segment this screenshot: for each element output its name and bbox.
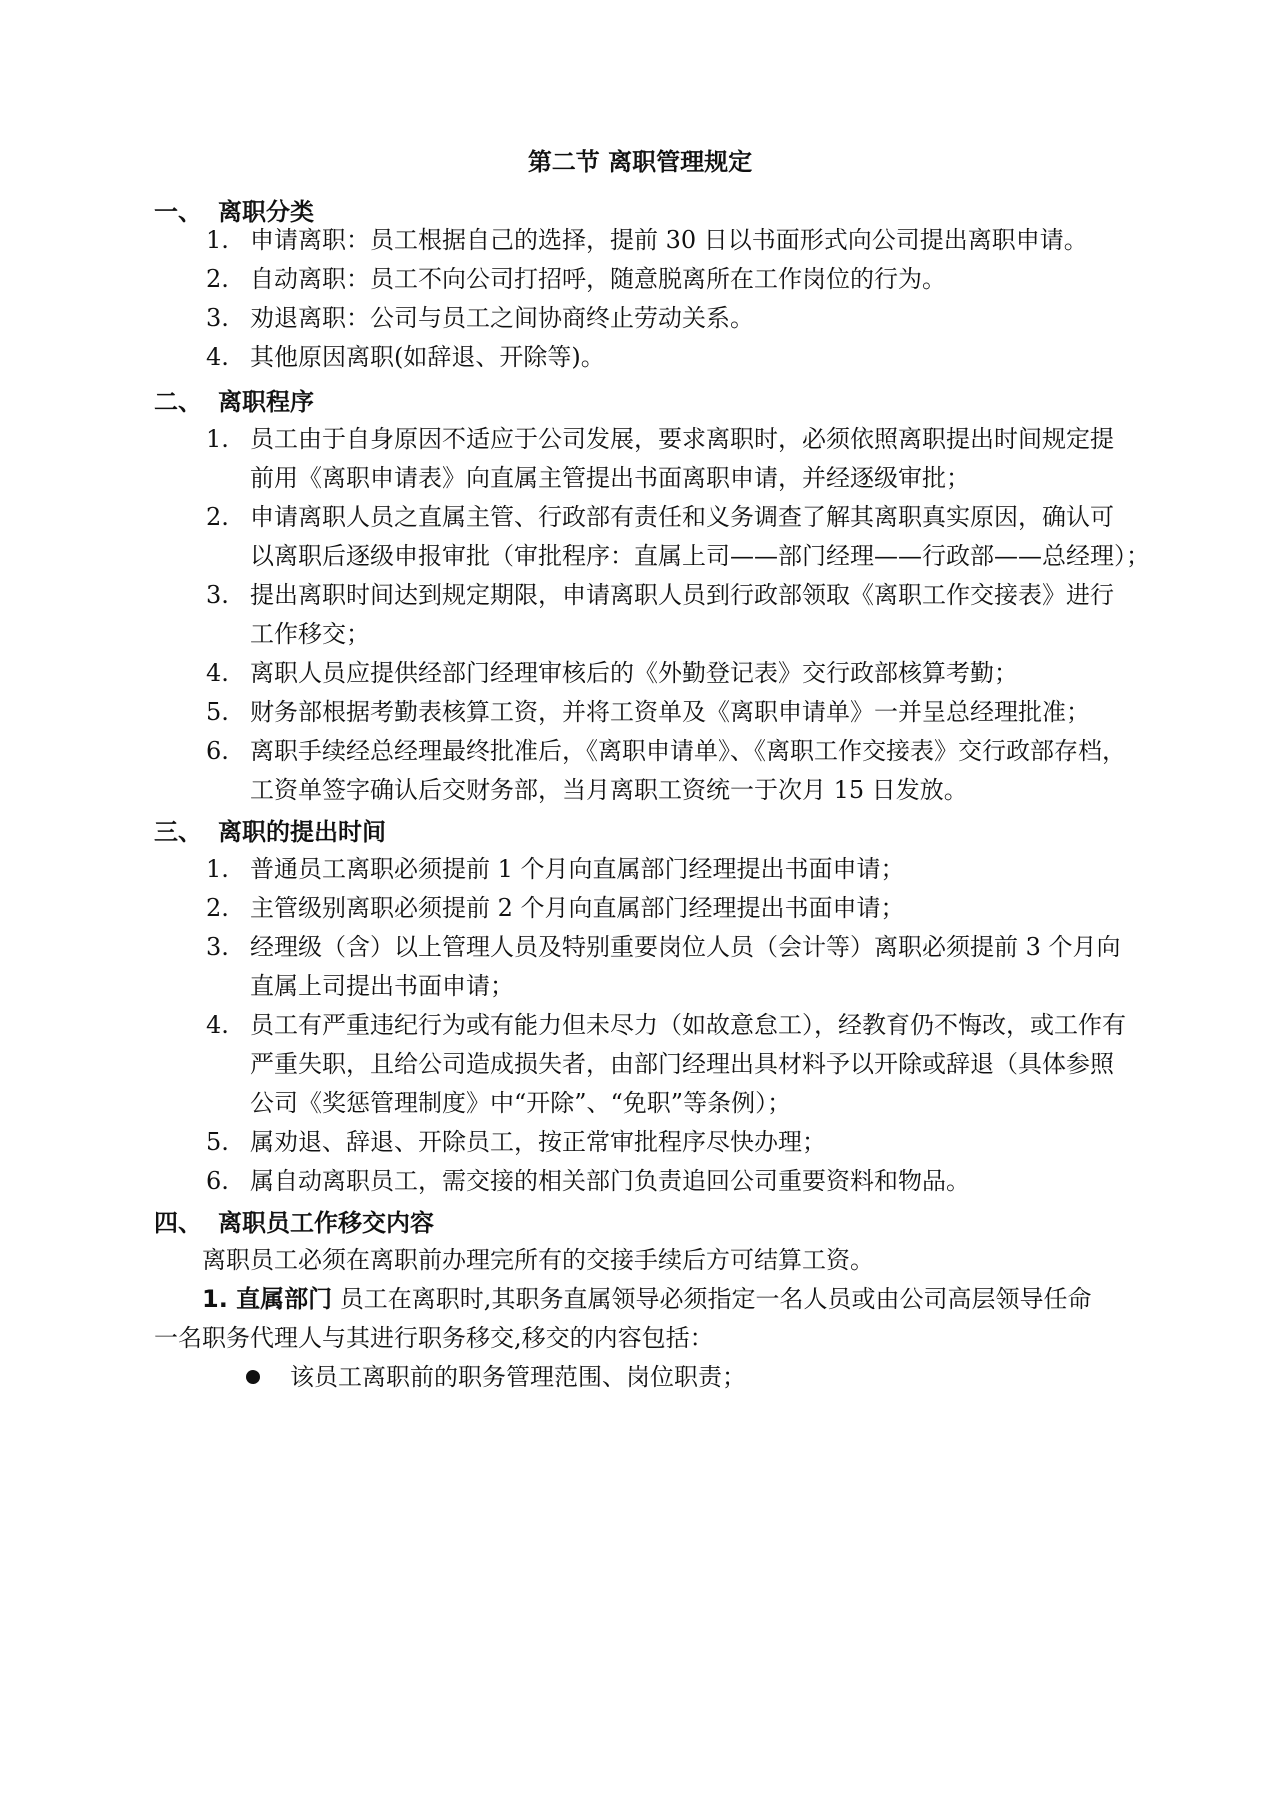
list-item xyxy=(0,927,1280,967)
item-text: 工资单签字确认后交财务部，当月离职工资统一于次月 15 日发放。 xyxy=(250,776,968,804)
item-text: 申请离职人员之直属主管、行政部有责任和义务调查了解其离职真实原因，确认可 xyxy=(250,503,1114,531)
list-item xyxy=(0,575,1280,615)
item-number: 4. xyxy=(206,659,229,687)
paragraph xyxy=(0,1279,1280,1319)
list-item xyxy=(0,692,1280,732)
item-text: 以离职后逐级申报审批（审批程序：直属上司——部门经理——行政部——总经理）； xyxy=(250,542,1150,570)
item-number: 3. xyxy=(206,304,229,332)
list-item xyxy=(0,337,1280,377)
item-text: 提出离职时间达到规定期限，申请离职人员到行政部领取《离职工作交接表》进行 xyxy=(250,581,1114,609)
item-text: 严重失职，且给公司造成损失者，由部门经理出具材料予以开除或辞退（具体参照 xyxy=(250,1050,1114,1078)
subsection-label: 1. 直属部门 xyxy=(202,1285,333,1313)
list-item-continuation xyxy=(0,966,1280,1006)
section-title: 离职的提出时间 xyxy=(218,818,386,846)
paragraph-text xyxy=(202,1279,1091,1319)
item-text: 员工有严重违纪行为或有能力但未尽力（如故意怠工），经教育仍不悔改，或工作有 xyxy=(250,1011,1126,1039)
item-text: 申请离职：员工根据自己的选择，提前 30 日以书面形式向公司提出离职申请。 xyxy=(250,226,1088,254)
item-number: 4. xyxy=(206,1011,229,1039)
section-heading xyxy=(154,1203,434,1243)
list-item xyxy=(0,1005,1280,1045)
list-item-continuation xyxy=(0,536,1280,576)
list-item-continuation xyxy=(0,1083,1280,1123)
list-item xyxy=(0,220,1280,260)
item-text: 财务部根据考勤表核算工资，并将工资单及《离职申请单》一并呈总经理批准； xyxy=(250,698,1090,726)
list-item xyxy=(0,1161,1280,1201)
item-text: 前用《离职申请表》向直属主管提出书面离职申请，并经逐级审批； xyxy=(250,464,970,492)
item-number: 3. xyxy=(206,933,229,961)
list-item xyxy=(0,849,1280,889)
item-text: 属自动离职员工，需交接的相关部门负责追回公司重要资料和物品。 xyxy=(250,1167,970,1195)
item-text: 公司《奖惩管理制度》中“开除”、“免职”等条例）； xyxy=(250,1089,792,1117)
bullet-icon xyxy=(246,1370,260,1384)
item-number: 2. xyxy=(206,503,229,531)
item-number: 4. xyxy=(206,343,229,371)
list-item xyxy=(0,731,1280,771)
section-number: 四、 xyxy=(154,1209,202,1237)
section-heading xyxy=(154,812,386,852)
bullet-text: 该员工离职前的职务管理范围、岗位职责； xyxy=(290,1363,746,1391)
item-number: 5. xyxy=(206,1128,229,1156)
section-number: 二、 xyxy=(154,388,202,416)
section-number: 一、 xyxy=(154,198,202,226)
item-text: 离职手续经总经理最终批准后，《离职申请单》、《离职工作交接表》交行政部存档， xyxy=(250,737,1126,765)
item-number: 1. xyxy=(206,226,229,254)
list-item xyxy=(0,259,1280,299)
list-item-continuation xyxy=(0,770,1280,810)
list-item xyxy=(0,298,1280,338)
item-number: 1. xyxy=(206,425,229,453)
item-number: 5. xyxy=(206,698,229,726)
item-number: 6. xyxy=(206,1167,229,1195)
item-text: 属劝退、辞退、开除员工，按正常审批程序尽快办理； xyxy=(250,1128,826,1156)
item-text: 普通员工离职必须提前 1 个月向直属部门经理提出书面申请； xyxy=(250,855,905,883)
item-text: 主管级别离职必须提前 2 个月向直属部门经理提出书面申请； xyxy=(250,894,905,922)
section-number: 三、 xyxy=(154,818,202,846)
section-heading xyxy=(154,382,314,422)
list-item xyxy=(0,497,1280,537)
item-number: 2. xyxy=(206,265,229,293)
item-number: 1. xyxy=(206,855,229,883)
item-text: 工作移交； xyxy=(250,620,370,648)
list-item-continuation xyxy=(0,1044,1280,1084)
list-item-continuation xyxy=(0,614,1280,654)
item-text: 经理级（含）以上管理人员及特别重要岗位人员（会计等）离职必须提前 3 个月向 xyxy=(250,933,1121,961)
item-text: 劝退离职：公司与员工之间协商终止劳动关系。 xyxy=(250,304,754,332)
subsection-text: 员工在离职时,其职务直属领导必须指定一名人员或由公司高层领导任命 xyxy=(339,1285,1092,1313)
paragraph xyxy=(0,1318,1280,1358)
item-number: 6. xyxy=(206,737,229,765)
paragraph-text: 离职员工必须在离职前办理完所有的交接手续后方可结算工资。 xyxy=(202,1246,874,1274)
item-text: 直属上司提出书面申请； xyxy=(250,972,514,1000)
list-item xyxy=(0,419,1280,459)
paragraph-text: 一名职务代理人与其进行职务移交,移交的内容包括： xyxy=(154,1324,714,1352)
section-title: 离职员工作移交内容 xyxy=(218,1209,434,1237)
paragraph xyxy=(0,1240,1280,1280)
section-title: 离职程序 xyxy=(218,388,314,416)
section-title: 离职分类 xyxy=(218,198,314,226)
item-number: 3. xyxy=(206,581,229,609)
item-number: 2. xyxy=(206,894,229,922)
item-text: 离职人员应提供经部门经理审核后的《外勤登记表》交行政部核算考勤； xyxy=(250,659,1018,687)
list-item-continuation xyxy=(0,458,1280,498)
page-title: 第二节 离职管理规定 xyxy=(527,148,753,176)
list-item xyxy=(0,653,1280,693)
item-text: 员工由于自身原因不适应于公司发展，要求离职时，必须依照离职提出时间规定提 xyxy=(250,425,1114,453)
item-text: 自动离职：员工不向公司打招呼，随意脱离所在工作岗位的行为。 xyxy=(250,265,946,293)
item-text: 其他原因离职(如辞退、开除等)。 xyxy=(250,343,605,371)
list-item xyxy=(0,888,1280,928)
bullet-item xyxy=(0,1357,1280,1397)
list-item xyxy=(0,1122,1280,1162)
